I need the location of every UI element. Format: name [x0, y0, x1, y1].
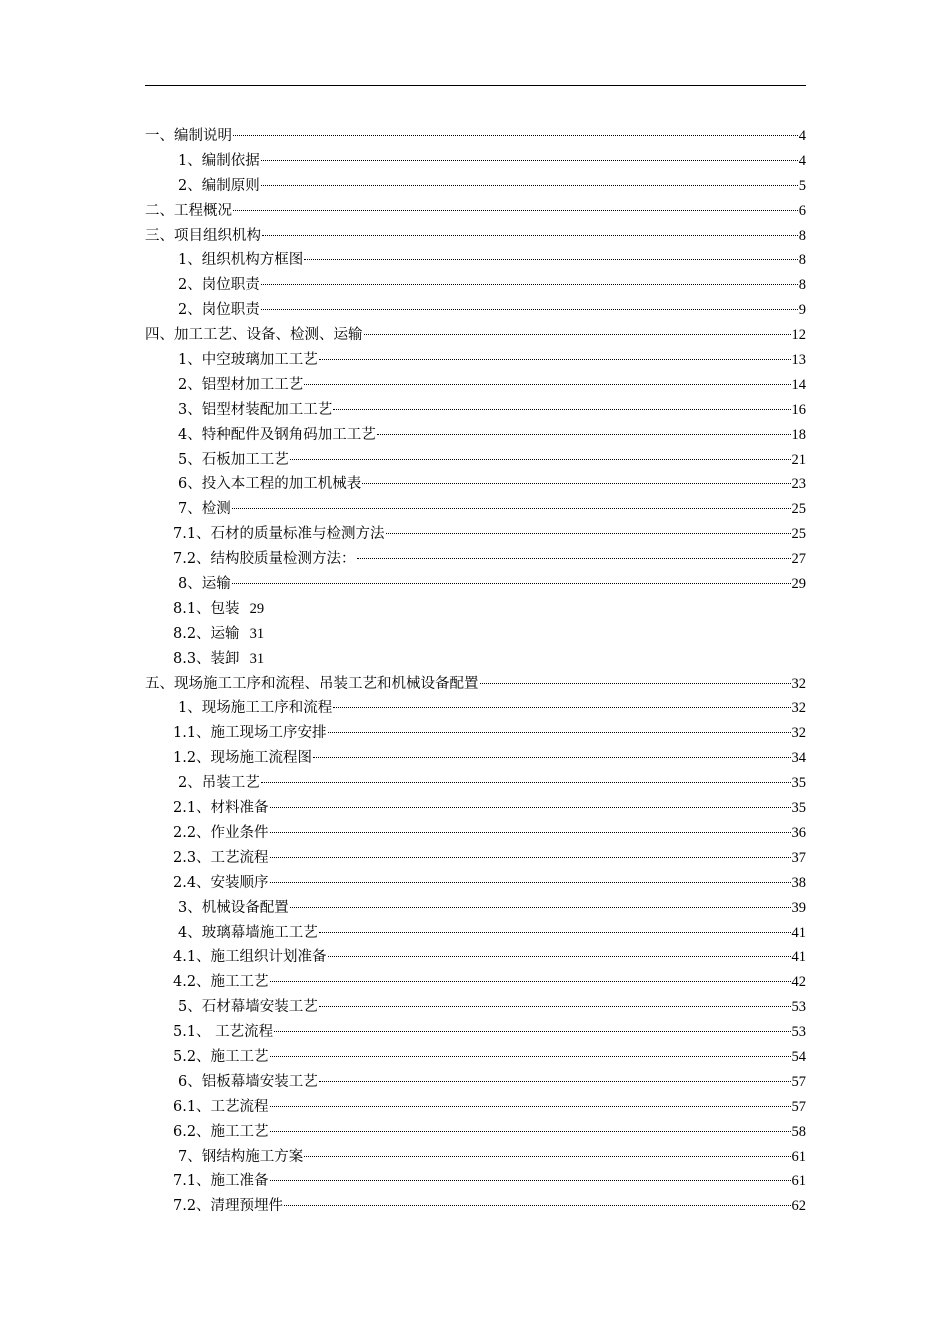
- toc-dot-leader: [357, 558, 791, 559]
- toc-entry-label: 五、现场施工工序和流程、吊装工艺和机械设备配置: [145, 675, 479, 692]
- toc-page-number: 8: [798, 277, 806, 294]
- toc-dot-leader: [262, 235, 798, 236]
- toc-dot-leader: [233, 210, 798, 211]
- toc-entry-label: 2、铝型材加工工艺: [178, 376, 304, 393]
- toc-page-number: 34: [791, 750, 806, 767]
- toc-entry[interactable]: [145, 1120, 806, 1145]
- toc-entry-label: 2.2、作业条件: [173, 824, 269, 841]
- toc-entry-label: 2、岗位职责: [178, 277, 260, 294]
- toc-page-number: 14: [791, 376, 806, 393]
- toc-entry-label: 8.3、装卸: [173, 650, 240, 667]
- toc-entry[interactable]: [145, 921, 806, 946]
- toc-entry-label: 6.1、工艺流程: [173, 1098, 269, 1115]
- toc-entry[interactable]: [145, 622, 806, 647]
- toc-page-number: 12: [791, 327, 806, 344]
- toc-dot-leader: [261, 309, 798, 310]
- toc-entry-label: 2、吊装工艺: [178, 775, 260, 792]
- toc-entry[interactable]: [145, 647, 806, 672]
- toc-entry[interactable]: [145, 298, 806, 323]
- toc-page-number: 25: [791, 501, 806, 518]
- toc-entry[interactable]: [145, 970, 806, 995]
- toc-dot-leader: [313, 757, 790, 758]
- toc-page-number: 32: [791, 675, 806, 692]
- toc-entry-label: 7、检测: [178, 501, 231, 518]
- toc-entry[interactable]: [145, 448, 806, 473]
- toc-dot-leader: [480, 683, 791, 684]
- toc-entry[interactable]: [145, 124, 806, 149]
- toc-page-number: 37: [791, 849, 806, 866]
- toc-page-number: 35: [791, 775, 806, 792]
- toc-page-number: 32: [791, 725, 806, 742]
- toc-page-number: 8: [798, 227, 806, 244]
- toc-page-number: 61: [791, 1148, 806, 1165]
- toc-entry[interactable]: [145, 746, 806, 771]
- toc-page-number: 41: [791, 924, 806, 941]
- toc-page-number: 31: [249, 650, 265, 667]
- toc-entry[interactable]: [145, 1095, 806, 1120]
- toc-page-number: 25: [791, 526, 806, 543]
- toc-dot-leader: [290, 459, 791, 460]
- toc-page-number: 16: [791, 401, 806, 418]
- toc-page-number: 4: [798, 152, 806, 169]
- toc-dot-leader: [270, 1056, 791, 1057]
- toc-entry-label: 三、项目组织机构: [145, 227, 261, 244]
- toc-dot-leader: [362, 483, 790, 484]
- toc-entry-label: 5.1、 工艺流程: [173, 1024, 274, 1041]
- toc-page-number: 57: [791, 1073, 806, 1090]
- toc-entry-label: 6、投入本工程的加工机械表: [178, 476, 362, 493]
- toc-dot-leader: [270, 857, 791, 858]
- toc-dot-leader: [304, 384, 790, 385]
- toc-entry-label: 6.2、施工工艺: [173, 1123, 269, 1140]
- toc-dot-leader: [270, 1106, 791, 1107]
- toc-entry-label: 2、编制原则: [178, 177, 260, 194]
- toc-dot-leader: [319, 359, 791, 360]
- toc-entry-label: 4、玻璃幕墙施工工艺: [178, 924, 318, 941]
- toc-dot-leader: [328, 956, 791, 957]
- toc-page-number: 61: [791, 1173, 806, 1190]
- toc-entry-label: 5.2、施工工艺: [173, 1048, 269, 1065]
- toc-entry[interactable]: [145, 497, 806, 522]
- toc-entry[interactable]: [145, 871, 806, 896]
- toc-dot-leader: [261, 284, 798, 285]
- toc-entry[interactable]: [145, 1145, 806, 1170]
- toc-dot-leader: [319, 1081, 791, 1082]
- toc-dot-leader: [319, 1006, 791, 1007]
- toc-page-number: 29: [249, 600, 265, 617]
- toc-page-number: 9: [798, 302, 806, 319]
- toc-entry-label: 1、编制依据: [178, 152, 260, 169]
- toc-dot-leader: [319, 932, 791, 933]
- toc-dot-leader: [270, 882, 791, 883]
- toc-dot-leader: [261, 782, 791, 783]
- toc-dot-leader: [364, 334, 791, 335]
- toc-entry[interactable]: [145, 373, 806, 398]
- toc-entry-label: 1.2、现场施工流程图: [173, 750, 313, 767]
- toc-dot-leader: [270, 981, 791, 982]
- toc-entry[interactable]: [145, 821, 806, 846]
- toc-page-number: 53: [791, 1024, 806, 1041]
- toc-entry[interactable]: [145, 423, 806, 448]
- toc-entry[interactable]: [145, 846, 806, 871]
- toc-dot-leader: [232, 508, 791, 509]
- toc-page-number: 36: [791, 824, 806, 841]
- toc-page-number: 8: [798, 252, 806, 269]
- toc-entry[interactable]: [145, 1169, 806, 1194]
- table-of-contents: [145, 124, 806, 1219]
- toc-entry-label: 8.2、运输: [173, 625, 240, 642]
- toc-entry-label: 4.2、施工工艺: [173, 974, 269, 991]
- toc-dot-leader: [333, 409, 790, 410]
- toc-dot-leader: [270, 832, 791, 833]
- toc-entry-label: 1、现场施工工序和流程: [178, 700, 333, 717]
- toc-entry-label: 2、岗位职责: [178, 302, 260, 319]
- toc-dot-leader: [270, 807, 791, 808]
- toc-page-number: 35: [791, 800, 806, 817]
- toc-entry[interactable]: [145, 721, 806, 746]
- toc-page-number: 18: [791, 426, 806, 443]
- toc-entry-label: 2.4、安装顺序: [173, 874, 269, 891]
- toc-entry[interactable]: [145, 796, 806, 821]
- toc-dot-leader: [232, 583, 791, 584]
- toc-entry-label: 二、工程概况: [145, 202, 232, 219]
- toc-entry-label: 6、铝板幕墙安装工艺: [178, 1073, 318, 1090]
- toc-dot-leader: [261, 185, 798, 186]
- toc-entry-label: 1、中空玻璃加工工艺: [178, 352, 318, 369]
- toc-page-number: 42: [791, 974, 806, 991]
- toc-entry-label: 4、特种配件及钢角码加工工艺: [178, 426, 376, 443]
- toc-page-number: 58: [791, 1123, 806, 1140]
- toc-entry-label: 四、加工工艺、设备、检测、运输: [145, 327, 363, 344]
- toc-dot-leader: [386, 533, 791, 534]
- toc-entry-label: 3、机械设备配置: [178, 899, 289, 916]
- header-rule: [145, 85, 806, 86]
- toc-entry[interactable]: [145, 995, 806, 1020]
- toc-entry-label: 8.1、包装: [173, 600, 240, 617]
- toc-dot-leader: [270, 1180, 791, 1181]
- toc-page-number: 32: [791, 700, 806, 717]
- toc-entry[interactable]: [145, 323, 806, 348]
- toc-entry-label: 2.3、工艺流程: [173, 849, 269, 866]
- toc-entry-label: 5、石板加工工艺: [178, 451, 289, 468]
- toc-entry[interactable]: [145, 1020, 806, 1045]
- toc-page-number: 62: [791, 1198, 806, 1215]
- toc-entry-label: 4.1、施工组织计划准备: [173, 949, 327, 966]
- toc-dot-leader: [304, 259, 798, 260]
- toc-page-number: 53: [791, 999, 806, 1016]
- toc-entry-label: 8、运输: [178, 576, 231, 593]
- toc-entry-label: 7、钢结构施工方案: [178, 1148, 304, 1165]
- toc-dot-leader: [333, 707, 790, 708]
- toc-page-number: 57: [791, 1098, 806, 1115]
- toc-entry[interactable]: [145, 472, 806, 497]
- toc-entry[interactable]: [145, 945, 806, 970]
- toc-entry[interactable]: [145, 398, 806, 423]
- toc-entry[interactable]: [145, 1045, 806, 1070]
- toc-entry[interactable]: [145, 572, 806, 597]
- toc-dot-leader: [270, 1131, 791, 1132]
- toc-dot-leader: [290, 907, 791, 908]
- toc-entry[interactable]: [145, 522, 806, 547]
- toc-page-number: 4: [798, 128, 806, 144]
- toc-entry[interactable]: [145, 348, 806, 373]
- toc-entry[interactable]: [145, 248, 806, 273]
- toc-page-number: 31: [249, 625, 265, 642]
- toc-entry-label: 7.2、清理预埋件: [173, 1198, 284, 1215]
- toc-entry-label: 7.2、结构胶质量检测方法：: [173, 551, 356, 568]
- toc-page-number: 5: [798, 177, 806, 194]
- toc-entry-label: 7.1、石材的质量标准与检测方法: [173, 526, 385, 543]
- toc-entry[interactable]: [145, 672, 806, 697]
- toc-entry[interactable]: [145, 174, 806, 199]
- toc-dot-leader: [284, 1205, 790, 1206]
- toc-dot-leader: [304, 1156, 790, 1157]
- toc-page-number: 41: [791, 949, 806, 966]
- toc-entry-label: 5、石材幕墙安装工艺: [178, 999, 318, 1016]
- toc-entry[interactable]: [145, 199, 806, 224]
- toc-dot-leader: [274, 1031, 790, 1032]
- toc-entry[interactable]: [145, 273, 806, 298]
- toc-page-number: 29: [791, 576, 806, 593]
- toc-entry[interactable]: [145, 547, 806, 572]
- toc-entry[interactable]: [145, 149, 806, 174]
- toc-entry[interactable]: [145, 1070, 806, 1095]
- toc-entry[interactable]: [145, 696, 806, 721]
- toc-page-number: 38: [791, 874, 806, 891]
- toc-dot-leader: [261, 160, 798, 161]
- toc-page-number: 13: [791, 352, 806, 369]
- toc-entry[interactable]: [145, 224, 806, 249]
- toc-entry[interactable]: [145, 771, 806, 796]
- toc-page-number: 27: [791, 551, 806, 568]
- toc-entry[interactable]: [145, 597, 806, 622]
- toc-page-number: 21: [791, 451, 806, 468]
- toc-dot-leader: [233, 135, 798, 136]
- toc-page-number: 39: [791, 899, 806, 916]
- toc-page-number: 6: [798, 202, 806, 219]
- toc-dot-leader: [377, 434, 791, 435]
- toc-page-number: 23: [791, 476, 806, 493]
- toc-dot-leader: [328, 732, 791, 733]
- toc-entry-label: 2.1、材料准备: [173, 800, 269, 817]
- toc-entry[interactable]: [145, 1194, 806, 1219]
- toc-entry-label: 一、编制说明: [145, 128, 232, 144]
- toc-entry[interactable]: [145, 896, 806, 921]
- toc-page-number: 54: [791, 1048, 806, 1065]
- toc-entry-label: 1、组织机构方框图: [178, 252, 304, 269]
- toc-entry-label: 7.1、施工准备: [173, 1173, 269, 1190]
- toc-entry-label: 1.1、施工现场工序安排: [173, 725, 327, 742]
- toc-entry-label: 3、铝型材装配加工工艺: [178, 401, 333, 418]
